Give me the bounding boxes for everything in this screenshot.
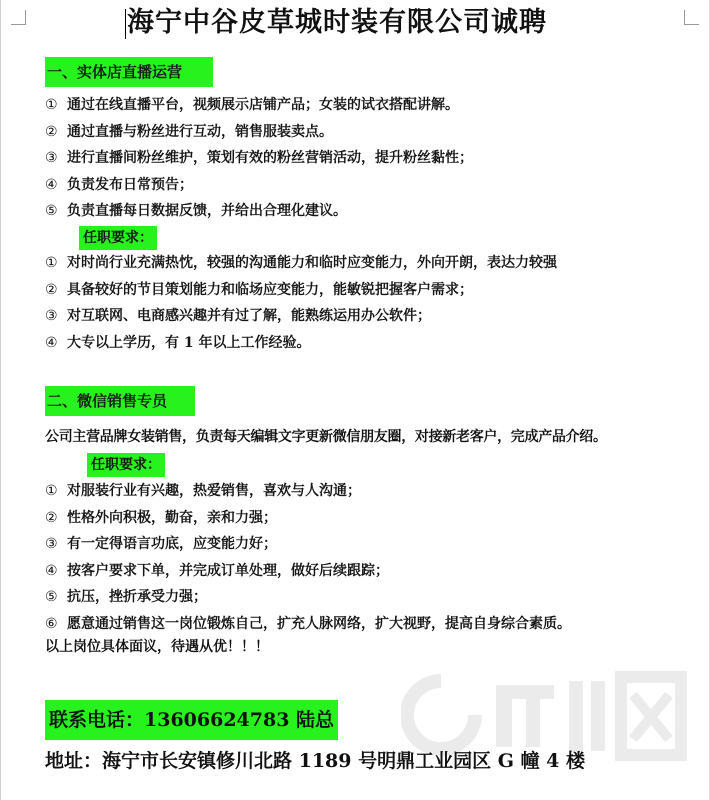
- section-heading-livestream[interactable]: 一、实体店直播运营: [45, 57, 213, 87]
- item-number: ②: [45, 123, 58, 140]
- item-number: ④: [45, 176, 58, 193]
- item-text: 对时尚行业充满热忱，较强的沟通能力和临时应变能力，外向开朗，表达力较强: [67, 255, 557, 271]
- section-heading-wechat-sales[interactable]: 二、微信销售专员: [45, 386, 195, 416]
- list-item[interactable]: [45, 145, 473, 172]
- contact-address[interactable]: 地址：海宁市长安镇修川北路 1189 号明鼎工业园区 G 幢 4 楼: [45, 750, 586, 772]
- list-item[interactable]: [45, 172, 473, 199]
- closing-note[interactable]: 以上岗位具体面议，待遇从优！！！: [45, 639, 269, 655]
- list-item[interactable]: [45, 558, 571, 585]
- duty-list-livestream: [45, 92, 473, 225]
- item-number: ④: [45, 334, 58, 351]
- item-number: ②: [45, 509, 58, 526]
- list-item[interactable]: [45, 119, 473, 146]
- item-text: 按客户要求下单，并完成订单处理，做好后续跟踪；: [67, 562, 389, 579]
- item-number: ①: [45, 483, 58, 499]
- item-text: 性格外向积极，勤奋，亲和力强；: [67, 509, 277, 526]
- item-text: 对互联网、电商感兴趣并有过了解，能熟练运用办公软件；: [67, 308, 431, 324]
- item-number: ①: [45, 255, 58, 271]
- item-number: ①: [45, 97, 58, 113]
- watermark-logo: [401, 655, 691, 775]
- list-item[interactable]: [45, 277, 557, 304]
- item-text: 大专以上学历，有 1 年以上工作经验。: [67, 334, 311, 351]
- page-corner-mark: [11, 10, 26, 25]
- list-item[interactable]: [45, 505, 571, 532]
- item-text: 对服装行业有兴趣，热爱销售，喜欢与人沟通；: [67, 483, 361, 499]
- requirements-heading-livestream[interactable]: 任职要求：: [79, 226, 157, 250]
- item-number: ②: [45, 281, 58, 298]
- item-text: 具备较好的节目策划能力和临场应变能力，能敏锐把握客户需求；: [67, 281, 473, 298]
- list-item[interactable]: [45, 584, 571, 611]
- item-number: ③: [45, 308, 58, 324]
- contact-phone[interactable]: 联系电话：13606624783 陆总: [45, 700, 338, 740]
- item-number: ③: [45, 536, 58, 552]
- list-item[interactable]: [45, 531, 571, 558]
- page-title[interactable]: 海宁中谷皮草城时装有限公司诚聘: [127, 7, 547, 38]
- requirement-list-wechat-sales: [45, 478, 571, 637]
- item-text: 有一定得语言功底，应变能力好；: [67, 536, 277, 552]
- list-item[interactable]: [45, 250, 557, 277]
- item-text: 通过在线直播平台，视频展示店铺产品；女装的试衣搭配讲解。: [67, 97, 459, 113]
- item-number: ⑤: [45, 203, 58, 219]
- list-item[interactable]: [45, 92, 473, 119]
- item-number: ③: [45, 150, 58, 166]
- item-text: 抗压，挫折承受力强；: [67, 589, 207, 605]
- item-text: 通过直播与粉丝进行互动，销售服装卖点。: [67, 123, 333, 140]
- text-cursor: [125, 9, 126, 39]
- item-number: ⑥: [45, 615, 58, 632]
- requirement-list-livestream: [45, 250, 557, 356]
- item-text: 进行直播间粉丝维护，策划有效的粉丝营销活动，提升粉丝黏性；: [67, 150, 473, 166]
- list-item[interactable]: [45, 303, 557, 330]
- page-corner-mark: [684, 10, 699, 25]
- section-intro[interactable]: 公司主营品牌女装销售，负责每天编辑文字更新微信朋友圈，对接新老客户，完成产品介绍。: [45, 429, 607, 445]
- item-text: 负责直播每日数据反馈，并给出合理化建议。: [67, 203, 347, 219]
- item-text: 愿意通过销售这一岗位锻炼自己，扩充人脉网络，扩大视野，提高自身综合素质。: [67, 615, 571, 632]
- list-item[interactable]: [45, 198, 473, 225]
- list-item[interactable]: [45, 330, 557, 357]
- item-text: 负责发布日常预告；: [67, 176, 193, 193]
- requirements-heading-wechat-sales[interactable]: 任职要求：: [87, 453, 165, 477]
- item-number: ⑤: [45, 589, 58, 605]
- item-number: ④: [45, 562, 58, 579]
- list-item[interactable]: [45, 478, 571, 505]
